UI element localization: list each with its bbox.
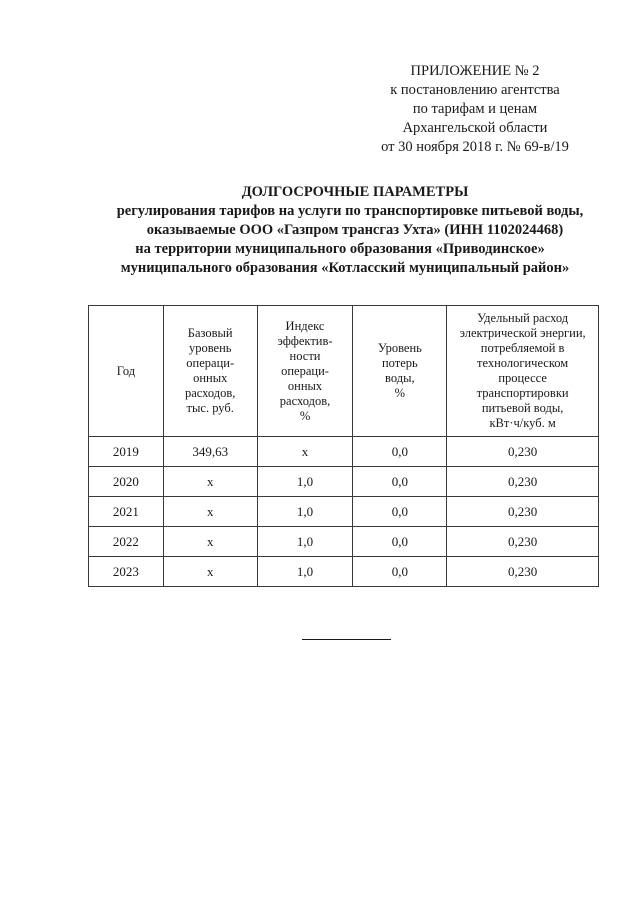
cell-efficiency-index: 1,0	[257, 497, 353, 527]
title-line: муниципального образования «Котласский муниципальный район»	[120, 260, 570, 276]
cell-base-costs: х	[163, 497, 257, 527]
appendix-line: к постановлению агентства	[390, 82, 560, 98]
header-base-operating-costs: Базовый уровень операци- онных расходов, тыс. руб.	[163, 306, 257, 437]
cell-year: 2019	[89, 437, 164, 467]
appendix-date-line: от 30 ноября 2018 г. № 69-в/19	[381, 139, 569, 155]
header-efficiency-index: Индекс эффектив- ности операци- онных расходов, %	[257, 306, 353, 437]
cell-efficiency-index: 1,0	[257, 527, 353, 557]
cell-base-costs: х	[163, 527, 257, 557]
cell-efficiency-index: 1,0	[257, 467, 353, 497]
cell-energy-consumption: 0,230	[447, 467, 599, 497]
cell-year: 2023	[89, 557, 164, 587]
cell-efficiency-index: 1,0	[257, 557, 353, 587]
cell-energy-consumption: 0,230	[447, 527, 599, 557]
cell-water-loss: 0,0	[353, 437, 447, 467]
table-header	[89, 306, 599, 437]
table-row	[89, 557, 599, 587]
cell-energy-consumption: 0,230	[447, 557, 599, 587]
title-heading: ДОЛГОСРОЧНЫЕ ПАРАМЕТРЫ	[241, 184, 469, 200]
cell-base-costs: х	[163, 467, 257, 497]
appendix-block	[350, 62, 600, 157]
table-row	[89, 437, 599, 467]
cell-energy-consumption: 0,230	[447, 497, 599, 527]
cell-water-loss: 0,0	[353, 467, 447, 497]
parameters-table	[88, 305, 599, 587]
cell-year: 2021	[89, 497, 164, 527]
header-row	[89, 306, 599, 437]
table-row	[89, 527, 599, 557]
document-title	[0, 183, 640, 278]
cell-efficiency-index: х	[257, 437, 353, 467]
cell-year: 2020	[89, 467, 164, 497]
closing-divider	[302, 639, 391, 640]
header-specific-energy-consumption: Удельный расход электрической энергии, потребляемой в технологическом процессе транспортировки питьевой воды, кВт·ч/куб. м	[447, 306, 599, 437]
cell-base-costs: 349,63	[163, 437, 257, 467]
cell-year: 2022	[89, 527, 164, 557]
title-line: регулирования тарифов на услуги по транспортировке питьевой воды,	[116, 203, 584, 219]
header-year: Год	[89, 306, 164, 437]
appendix-line: Архангельской области	[402, 120, 548, 136]
appendix-line: по тарифам и ценам	[412, 101, 538, 117]
cell-water-loss: 0,0	[353, 527, 447, 557]
table-body	[89, 437, 599, 587]
table-row	[89, 497, 599, 527]
appendix-title: ПРИЛОЖЕНИЕ № 2	[410, 63, 540, 79]
cell-energy-consumption: 0,230	[447, 437, 599, 467]
title-line: на территории муниципального образования «Приводинское»	[135, 241, 545, 257]
cell-water-loss: 0,0	[353, 557, 447, 587]
header-water-loss-level: Уровень потерь воды, %	[353, 306, 447, 437]
title-line: оказываемые ООО «Газпром трансгаз Ухта» (ИНН 1102024468)	[146, 222, 564, 238]
cell-base-costs: х	[163, 557, 257, 587]
table-row	[89, 467, 599, 497]
cell-water-loss: 0,0	[353, 497, 447, 527]
